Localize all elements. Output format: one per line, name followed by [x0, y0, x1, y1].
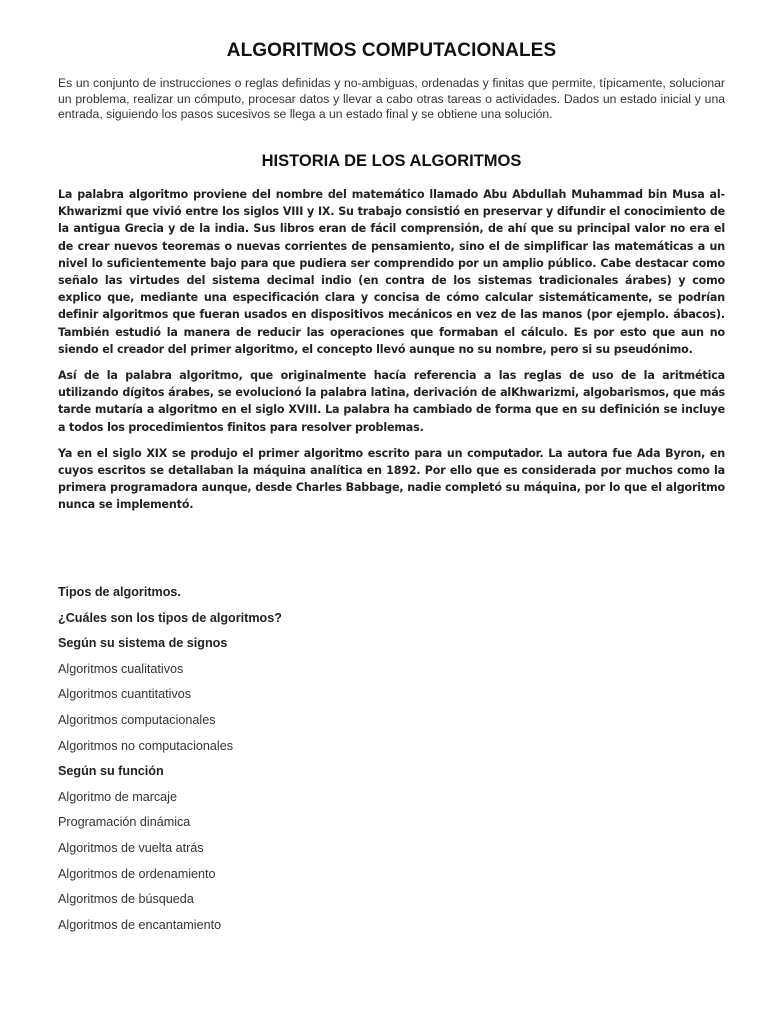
- history-section: [58, 186, 725, 523]
- function-heading: Según su función: [58, 764, 164, 779]
- history-paragraph-2: Así de la palabra algoritmo, que originalmente hacía referencia a las reglas de uso de la aritmética utilizando dígitos árabes, se evolucionó la palabra latina, derivación de alKhwarizmi, algobarismos, que más tarde mutaría a algoritmo en el siglo XVIII. La palabra ha cambiado de forma que en su definición se incluye a todos los procedimientos finitos para resolver problemas.: [58, 369, 725, 434]
- history-title: HISTORIA DE LOS ALGORITMOS: [261, 152, 522, 170]
- types-heading: Tipos de algoritmos.: [58, 585, 181, 599]
- list-item: Algoritmos cualitativos: [58, 661, 184, 676]
- history-paragraph-3: Ya en el siglo XIX se produjo el primer algoritmo escrito para un computador. La autora fue Ada Byron, en cuyos escritos se detallaban la máquina analítica en 1892. Por ello que es considerada por muchos como la primera programadora aunque, desde Charles Babbage, nadie completó su máquina, por lo que el algoritmo nunca se implementó.: [58, 446, 725, 512]
- types-section: [58, 584, 725, 942]
- list-item: Algoritmos no computacionales: [58, 738, 234, 753]
- list-item: Algoritmos de ordenamiento: [58, 866, 216, 881]
- list-item: Programación dinámica: [58, 815, 191, 830]
- list-item: Algoritmos de encantamiento: [58, 917, 222, 932]
- list-item: Algoritmo de marcaje: [58, 789, 177, 804]
- history-paragraph-1: La palabra algoritmo proviene del nombre del matemático llamado Abu Abdullah Muhammad bin Musa al-Khwarizmi que vivió entre los siglos VIII y IX. Su trabajo consistió en preservar y difundir el conocimiento de la antigua Grecia y de la india. Sus libros eran de fácil comprensión, de ahí que su principal valor no era el de crear nuevos teoremas o nuevas corrientes de pensamiento, sino el de simplificar las matemáticas a un nivel lo suficientemente bajo para que pudiera ser comprendido por un amplio público. Cabe destacar como señalo las virtudes del sistema decimal indio (en contra de los sistemas tradicionales árabes) y como explico que, mediante una especificación clara y concisa de cómo calcular sistemáticamente, se podrían definir algoritmos que fueran usados en dispositivos mecánicos en vez de las manos (por ejemplo. ábacos). También estudió la manera de reducir las operaciones que formaban el cálculo. Es por esto que aun no siendo el creador del primer algoritmo, el concepto llevó aunque no su nombre, pero si su pseudónimo.: [58, 188, 725, 356]
- intro-paragraph: Es un conjunto de instrucciones o reglas definidas y no-ambiguas, ordenadas y finitas que permite, típicamente, solucionar un problema, realizar un cómputo, procesar datos y llevar a cabo otras tareas o actividades. Dados un estado inicial y una entrada, siguiendo los pasos sucesivos se llega a un estado final y se obtiene una solución.: [58, 76, 725, 122]
- document-title: ALGORITMOS COMPUTACIONALES: [226, 40, 557, 61]
- signs-heading: Según su sistema de signos: [58, 636, 228, 651]
- types-question: ¿Cuáles son los tipos de algoritmos?: [58, 610, 282, 625]
- list-item: Algoritmos de vuelta atrás: [58, 840, 204, 855]
- list-item: Algoritmos cuantitativos: [58, 687, 191, 702]
- list-item: Algoritmos de búsqueda: [58, 892, 194, 907]
- list-item: Algoritmos computacionales: [58, 712, 216, 727]
